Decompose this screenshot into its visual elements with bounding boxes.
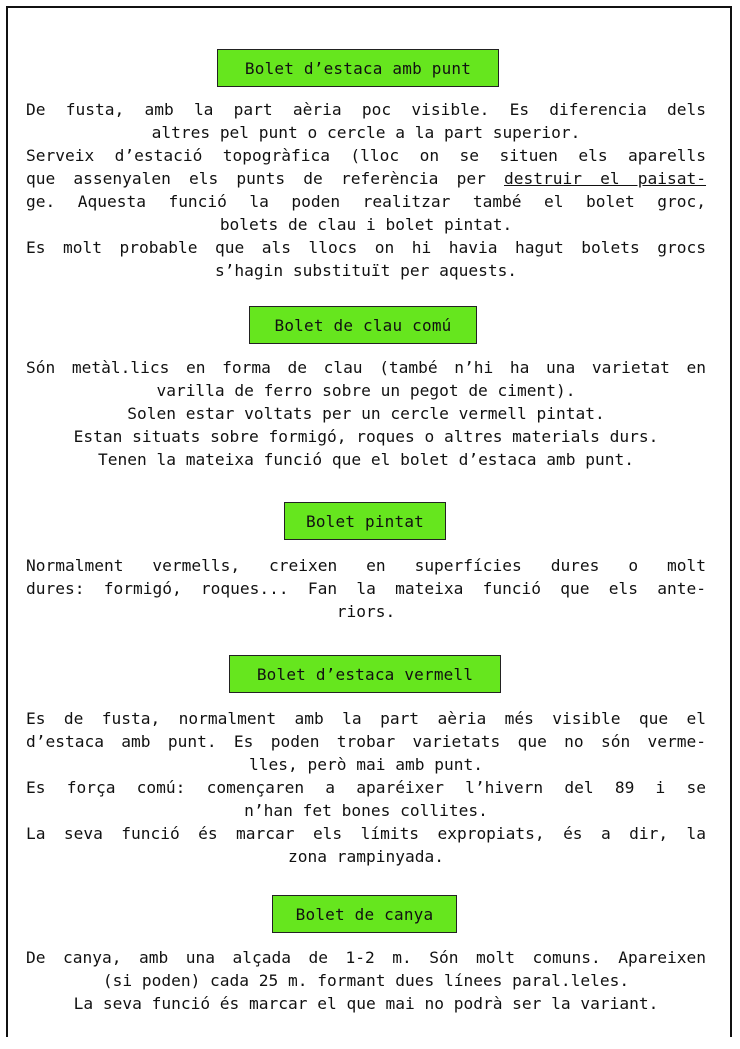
section-text-bolet-pintat	[26, 554, 706, 623]
section-text-bolet-canya	[26, 946, 706, 1015]
text-line: Tenen la mateixa funció que el bolet d’estaca amb punt.	[97, 450, 634, 469]
text-line: Són metàl.lics en forma de clau (també n’hi ha una varietat en	[26, 358, 706, 377]
text-line: zona rampinyada.	[288, 847, 444, 866]
text-line: varilla de ferro sobre un pegot de ciment).	[156, 381, 576, 400]
text-line: Es força comú: començaren a aparéixer l’hivern del 89 i se	[26, 778, 706, 797]
section-title-bolet-estaca-punt: Bolet d’estaca amb punt	[217, 49, 499, 87]
text-line: Serveix d’estació topogràfica (lloc on se situen els aparells	[26, 146, 706, 165]
text-line: lles, però mai amb punt.	[249, 755, 483, 774]
text-line: n’han fet bones collites.	[244, 801, 488, 820]
text-line: bolets de clau i bolet pintat.	[219, 215, 513, 234]
text-line: riors.	[336, 602, 396, 621]
underlined-text: destruir el paisat-	[504, 169, 707, 188]
text-line: ge. Aquesta funció la poden realitzar també el bolet groc,	[26, 192, 706, 211]
section-text-bolet-estaca-vermell	[26, 707, 706, 868]
text-line: d’estaca amb punt. Es poden trobar varietats que no són verme-	[26, 732, 706, 751]
section-text-bolet-estaca-punt	[26, 98, 706, 282]
section-title-bolet-clau-comu: Bolet de clau comú	[249, 306, 477, 344]
section-text-bolet-clau-comu	[26, 356, 706, 471]
section-title-bolet-canya: Bolet de canya	[272, 895, 457, 933]
text-line: Es molt probable que als llocs on hi havia hagut bolets grocs	[26, 238, 706, 257]
text-line: dures: formigó, roques... Fan la mateixa funció que els ante-	[26, 579, 706, 598]
text-line: De fusta, amb la part aèria poc visible. Es diferencia dels	[26, 100, 706, 119]
text-line	[26, 167, 706, 190]
text-line: La seva funció és marcar el que mai no podrà ser la variant.	[73, 994, 659, 1013]
text-line: Es de fusta, normalment amb la part aèria més visible que el	[26, 709, 706, 728]
text-line: s’hagin substituït per aquests.	[214, 261, 518, 280]
text-line: altres pel punt o cercle a la part superior.	[151, 123, 581, 142]
text-segment: que assenyalen els punts de referència per	[26, 169, 486, 188]
text-line: De canya, amb una alçada de 1-2 m. Són molt comuns. Apareixen	[26, 948, 706, 967]
text-line: (si poden) cada 25 m. formant dues línees paral.leles.	[102, 971, 630, 990]
text-line: Estan situats sobre formigó, roques o altres materials durs.	[73, 427, 659, 446]
text-line: Normalment vermells, creixen en superfícies dures o molt	[26, 556, 706, 575]
text-line: La seva funció és marcar els límits expropiats, és a dir, la	[26, 824, 706, 843]
text-line: Solen estar voltats per un cercle vermell pintat.	[127, 404, 605, 423]
section-title-bolet-estaca-vermell: Bolet d’estaca vermell	[229, 655, 501, 693]
section-title-bolet-pintat: Bolet pintat	[284, 502, 446, 540]
